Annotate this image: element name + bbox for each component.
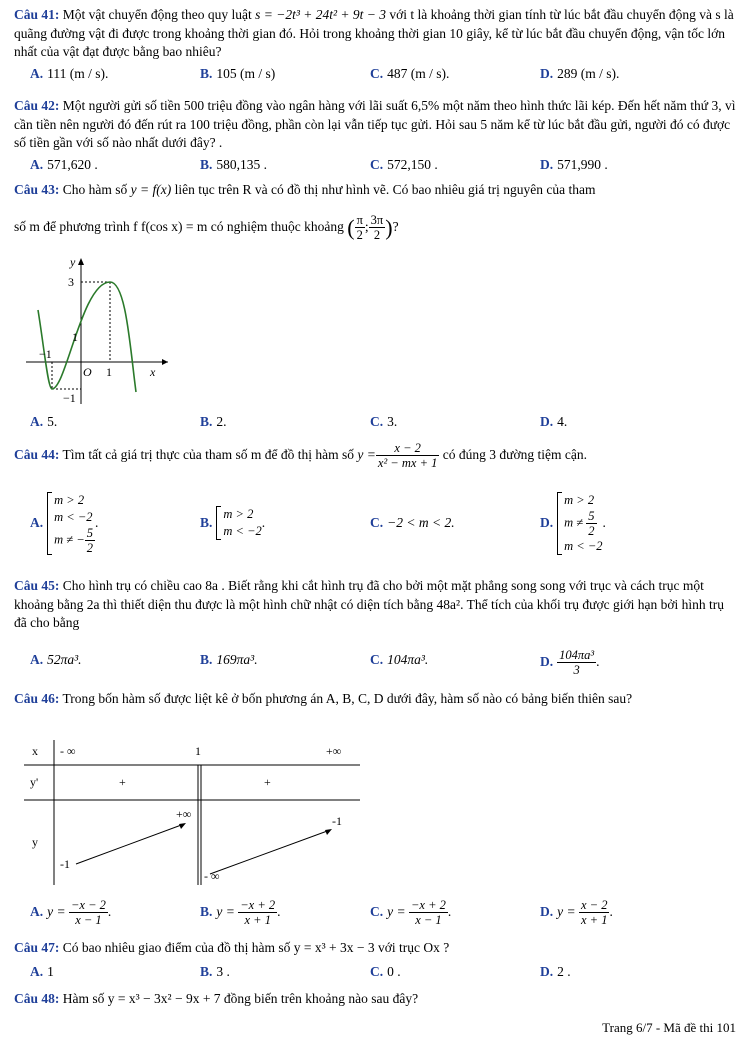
option-d[interactable]: D. 289 (m / s). [540,66,620,81]
function-graph [22,252,172,410]
question-48 [14,990,736,1009]
question-text: số m để phương trình f f(cos x) = m có nghiệm thuộc khoảng [14,219,344,234]
table-label: +∞ [326,744,342,758]
graph-label: 1 [72,330,78,344]
question-label: Câu 44: [14,447,60,462]
table-label: x [32,744,38,758]
graph-label: O [83,365,92,379]
question-45 [14,577,736,633]
option-b[interactable]: B. y = $\frac{-x + 2}{x + 1}$ . [200,897,281,927]
question-text: Một người gửi số tiền 500 triệu đồng vào ngân hàng với lãi suất 6,5% một năm theo hình thức lãi kép. Đến hết năm thứ 3, vì cần tiền nên người đó đến rút ra 100 triệu đồng, phần còn lại vẫn tiếp tục gửi. Hỏi sau 5 năm kể từ lúc bắt đầu gửi, người đó có được số tiền gần với số nào nhất dưới đây? . [14,98,736,150]
y-axis-arrow [78,258,84,265]
option-a[interactable]: A. 1 [30,964,54,979]
table-label: - ∞ [60,744,76,758]
option-b[interactable]: B. 580,135 . [200,157,268,172]
table-label: - ∞ [204,869,220,883]
function-fraction: $\frac{x - 2}{\text{x² − mx + 1}}$ [377,441,438,471]
table-label: -1 [332,814,342,828]
option-b[interactable]: B. 169πa³. [200,652,258,667]
question-43-line2: số m để phương trình f f(cos x) = m có nghiệm thuộc khoảng ( $\frac{\pi}{2}$ ; $\frac{3\pi}{2}$ )? [14,213,399,243]
question-label: Câu 43: [14,182,60,197]
table-label: -1 [60,857,70,871]
answer-options [14,66,736,88]
question-text: Cho hình trụ có chiều cao 8a . Biết rằng khi cắt hình trụ đã cho bởi một mặt phẳng song song với trục và cách trục một khoảng bằng 2a thì thiết diện thu được là một hình chữ nhật có diện tích bằng 48a². Thể tích của khối trụ được giới hạn bởi hình trụ đã cho bằng [14,578,725,630]
option-d[interactable]: D. 2 . [540,964,571,979]
option-a[interactable]: A. 52πa³. [30,652,82,667]
option-c[interactable]: C. 0 . [370,964,401,979]
formula: s = −2t³ + 24t² + 9t − 3 [255,7,387,22]
option-a[interactable]: A. 111 (m / s). [30,66,109,81]
graph-label: y [70,255,76,269]
answer-options [14,964,736,986]
option-a[interactable]: A. y = $\frac{-x - 2}{x - 1}$ . [30,897,112,927]
question-text: có đúng 3 đường tiệm cận. [442,447,587,462]
graph-label: 3 [68,275,74,289]
option-c[interactable]: C. 3. [370,414,398,429]
arrow-head [179,823,186,829]
option-b[interactable]: B. m > 2 m < −2 . [200,507,266,538]
answer-options [14,414,736,436]
graph-label: 1 [106,365,112,379]
option-a[interactable]: A. 571,620 . [30,157,98,172]
question-43 [14,181,736,200]
answer-options [14,892,736,932]
table-label: + [119,775,126,789]
question-label: Câu 45: [14,578,60,593]
interval-end: $\frac{3\pi}{2}$ [370,213,384,243]
formula: y = f(x) [130,182,172,197]
question-text: Có bao nhiêu giao điểm của đồ thị hàm số y = x³ + 3x − 3 với trục Ox ? [62,940,450,955]
option-c[interactable]: C. 487 (m / s). [370,66,450,81]
option-d[interactable]: D. $\frac{\text{104πa³}}{3}$ . [540,647,600,677]
answer-options [14,157,736,179]
page-footer: Trang 6/7 - Mã đề thi 101 [602,1020,736,1035]
interval-start: $\frac{\pi}{2}$ [356,213,363,243]
question-44: Câu 44: Tìm tất cả giá trị thực của tham số m để đồ thị hàm số y = $\frac{x - 2}{\text{x² − mx + 1}}$ có đúng 3 đường tiệm cận. [14,441,587,471]
question-46 [14,690,736,709]
question-text: Hàm số y = x³ − 3x² − 9x + 7 đồng biến trên khoảng nào sau đây? [62,991,419,1006]
question-text: Một vật chuyển động theo quy luật [62,7,252,22]
graph-label: −1 [39,347,52,361]
answer-options [14,640,736,686]
x-axis-arrow [162,359,168,365]
table-label: + [264,775,271,789]
option-b[interactable]: B. 2. [200,414,227,429]
question-47 [14,939,736,958]
question-text: liên tục trên R và có đồ thị như hình vẽ. Có bao nhiêu giá trị nguyên của tham [174,182,596,197]
option-c[interactable]: C. −2 < m < 2. [370,515,455,530]
question-label: Câu 42: [14,98,60,113]
option-d[interactable]: D. 4. [540,414,568,429]
option-c[interactable]: C. 572,150 . [370,157,438,172]
question-42 [14,97,736,153]
option-a[interactable]: A. m > 2 m < −2 m ≠ − $\frac{5}{2}$ . [30,492,99,555]
table-label: 1 [195,744,201,758]
question-label: Câu 47: [14,940,60,955]
question-label: Câu 48: [14,991,60,1006]
table-label: +∞ [176,807,192,821]
option-d[interactable]: D. m > 2 m ≠ $\frac{5}{2}$ m < −2 . [540,492,606,553]
table-label: y' [30,775,39,789]
arrow-head [325,829,332,835]
option-c[interactable]: C. 104πa³. [370,652,429,667]
question-text: Cho hàm số [62,182,128,197]
increasing-arrow [76,824,184,864]
option-b[interactable]: B. 3 . [200,964,230,979]
option-d[interactable]: D. y = $\frac{x - 2}{x + 1}$ . [540,897,613,927]
graph-label: −1 [63,391,76,405]
table-label: y [32,835,38,849]
option-c[interactable]: C. y = $\frac{-x + 2}{x - 1}$ . [370,897,452,927]
question-text: Tìm tất cả giá trị thực của tham số m để đồ thị hàm số [62,447,355,462]
variation-table [24,740,360,890]
option-a[interactable]: A. 5. [30,414,58,429]
answer-options [14,478,736,568]
option-b[interactable]: B. 105 (m / s) [200,66,276,81]
question-text: Trong bốn hàm số được liệt kê ở bốn phương án A, B, C, D dưới đây, hàm số nào có bảng biến thiên sau? [62,691,633,706]
question-text: với t là khoảng thời gian tính từ lúc bắt đầu chuyển động và s là quãng đường vật đi được trong khoảng thời gian đó. Hỏi trong khoảng thời gian 10 giây, kể từ lúc bắt đầu chuyển động, vận tốc lớn nhất của vật đạt được bằng bao nhiêu? [14,7,734,59]
increasing-arrow [210,830,330,874]
graph-label: x [150,365,156,379]
question-label: Câu 41: [14,7,60,22]
question-label: Câu 46: [14,691,60,706]
question-41 [14,6,736,62]
option-d[interactable]: D. 571,990 . [540,157,608,172]
